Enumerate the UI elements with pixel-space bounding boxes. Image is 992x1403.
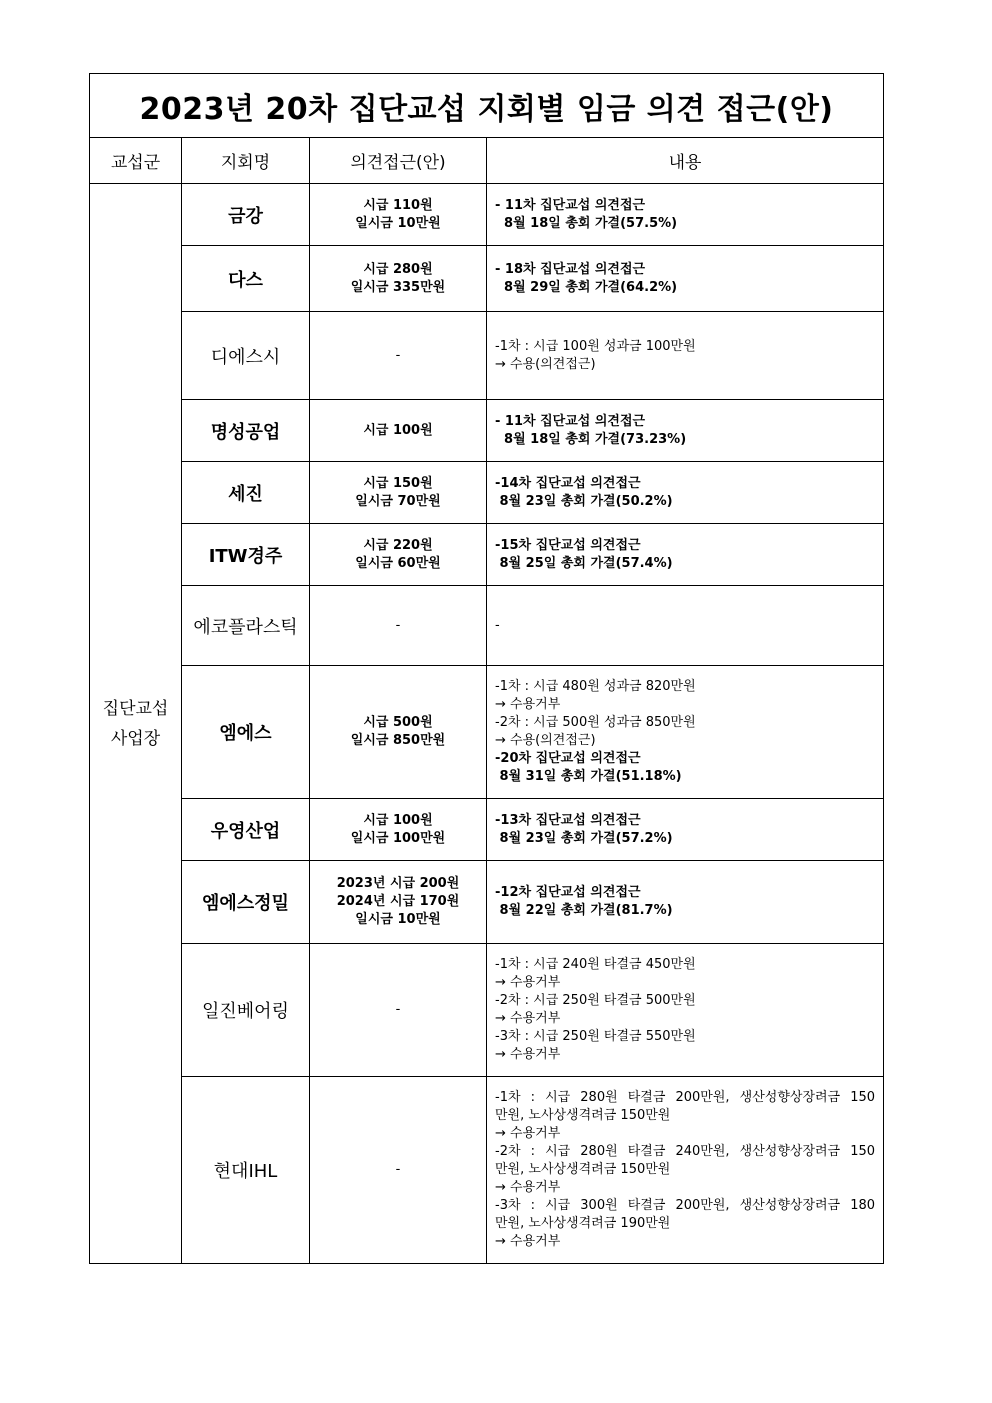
content-line: → 수용(의견접근) (495, 356, 596, 372)
opinion-line: 시급 150원 (363, 475, 433, 491)
content-line: -1차 : 시급 280원 타결금 200만원, 생산성향상장려금 150 (495, 1090, 876, 1105)
branch-name: 에코플라스틱 (182, 586, 310, 666)
group-cell (90, 184, 182, 1264)
opinion-line: 일시금 60만원 (355, 555, 441, 571)
opinion-line: 2023년 시급 200원 (336, 876, 460, 891)
opinion-cell (310, 524, 487, 586)
opinion-cell (310, 246, 487, 312)
content-line: → 수용거부 (495, 975, 561, 990)
content-line: -15차 집단교섭 의견접근 (495, 537, 641, 553)
table-row (90, 400, 884, 462)
branch-name: 우영산업 (182, 799, 310, 861)
branch-name: 일진베어링 (182, 944, 310, 1077)
content-line: -2차 : 시급 280원 타결금 240만원, 생산성향상장려금 150 (495, 1144, 876, 1159)
branch-name: 엠에스정밀 (182, 861, 310, 944)
content-line: 8월 18일 총회 가결(57.5%) (495, 215, 678, 231)
content-line: 만원, 노사상생격려금 150만원 (495, 1162, 671, 1177)
opinion-cell (310, 184, 487, 246)
content-cell (487, 400, 884, 462)
table-row (90, 666, 884, 799)
content-line: - 18차 집단교섭 의견접근 (495, 261, 646, 277)
content-cell (487, 799, 884, 861)
table-header-row (90, 138, 884, 184)
branch-name: 엠에스 (182, 666, 310, 799)
content-line: -2차 : 시급 500원 성과금 850만원 (495, 715, 696, 730)
table-row (90, 184, 884, 246)
content-cell (487, 861, 884, 944)
opinion-line: 일시금 100만원 (350, 830, 446, 846)
opinion-line: - (395, 347, 401, 363)
wage-opinion-table (89, 73, 884, 1264)
opinion-line: 일시금 10만원 (355, 912, 441, 927)
content-line: -1차 : 시급 480원 성과금 820만원 (495, 679, 696, 694)
opinion-line: 일시금 10만원 (355, 215, 441, 231)
opinion-line: 시급 100원 (363, 422, 433, 438)
header-content: 내용 (487, 138, 884, 184)
content-line: 8월 23일 총회 가결(57.2%) (495, 830, 673, 846)
group-label-line: 사업장 (110, 728, 161, 749)
content-line: - (495, 617, 500, 633)
header-group: 교섭군 (90, 138, 182, 184)
content-line: -20차 집단교섭 의견접근 (495, 751, 641, 766)
branch-name: ITW경주 (182, 524, 310, 586)
content-line: → 수용거부 (495, 1180, 561, 1195)
opinion-cell (310, 1077, 487, 1264)
content-line: - 11차 집단교섭 의견접근 (495, 197, 646, 213)
header-opinion: 의견접근(안) (310, 138, 487, 184)
opinion-line: 일시금 335만원 (350, 279, 446, 295)
content-line: → 수용거부 (495, 1011, 561, 1026)
content-line: -1차 : 시급 100원 성과금 100만원 (495, 338, 696, 354)
content-cell (487, 462, 884, 524)
table-row (90, 462, 884, 524)
branch-name: 금강 (182, 184, 310, 246)
table-row (90, 312, 884, 400)
content-line: -1차 : 시급 240원 타결금 450만원 (495, 957, 696, 972)
content-line: 만원, 노사상생격려금 150만원 (495, 1108, 671, 1123)
opinion-line: 2024년 시급 170원 (336, 894, 460, 909)
content-cell (487, 246, 884, 312)
opinion-line: 시급 500원 (363, 715, 433, 730)
content-line: → 수용거부 (495, 1047, 561, 1062)
table-row (90, 861, 884, 944)
opinion-cell (310, 799, 487, 861)
opinion-line: 시급 110원 (363, 197, 433, 213)
content-line: -12차 집단교섭 의견접근 (495, 885, 641, 900)
table-row (90, 586, 884, 666)
table-row (90, 944, 884, 1077)
content-line: -13차 집단교섭 의견접근 (495, 812, 641, 828)
content-line: -3차 : 시급 250원 타결금 550만원 (495, 1029, 696, 1044)
content-line: 8월 25일 총회 가결(57.4%) (495, 555, 673, 571)
content-line: 8월 22일 총회 가결(81.7%) (495, 903, 673, 918)
branch-name: 명성공업 (182, 400, 310, 462)
content-cell (487, 524, 884, 586)
opinion-cell (310, 462, 487, 524)
table-row (90, 1077, 884, 1264)
table-row (90, 246, 884, 312)
opinion-cell (310, 666, 487, 799)
content-line: → 수용거부 (495, 1234, 561, 1249)
content-line: 8월 23일 총회 가결(50.2%) (495, 493, 673, 509)
branch-name: 세진 (182, 462, 310, 524)
opinion-cell (310, 312, 487, 400)
content-line: - 11차 집단교섭 의견접근 (495, 413, 646, 429)
opinion-cell (310, 400, 487, 462)
content-cell (487, 666, 884, 799)
opinion-line: 시급 220원 (363, 537, 433, 553)
opinion-cell (310, 586, 487, 666)
content-line: 8월 18일 총회 가결(73.23%) (495, 431, 687, 447)
opinion-cell (310, 944, 487, 1077)
branch-name: 현대IHL (182, 1077, 310, 1264)
opinion-line: - (395, 1162, 401, 1177)
opinion-line: 시급 100원 (363, 812, 433, 828)
branch-name: 다스 (182, 246, 310, 312)
content-cell (487, 944, 884, 1077)
opinion-line: 시급 280원 (363, 261, 433, 277)
group-label-line: 집단교섭 (102, 698, 169, 719)
content-line: -3차 : 시급 300원 타결금 200만원, 생산성향상장려금 180 (495, 1198, 876, 1213)
opinion-line: 일시금 70만원 (355, 493, 441, 509)
opinion-line: - (395, 1002, 401, 1017)
content-line: -14차 집단교섭 의견접근 (495, 475, 641, 491)
table-row (90, 524, 884, 586)
content-line: → 수용거부 (495, 1126, 561, 1141)
content-line: -2차 : 시급 250원 타결금 500만원 (495, 993, 696, 1008)
content-line: 8월 31일 총회 가결(51.18%) (495, 769, 682, 784)
content-line: 8월 29일 총회 가결(64.2%) (495, 279, 678, 295)
content-line: 만원, 노사상생격려금 190만원 (495, 1216, 671, 1231)
branch-name: 디에스시 (182, 312, 310, 400)
table-row (90, 799, 884, 861)
header-branch: 지회명 (182, 138, 310, 184)
document-title: 2023년 20차 집단교섭 지회별 임금 의견 접근(안) (90, 74, 884, 138)
content-line: → 수용거부 (495, 697, 561, 712)
opinion-cell (310, 861, 487, 944)
opinion-line: 일시금 850만원 (350, 733, 446, 748)
content-cell (487, 312, 884, 400)
opinion-line: - (395, 617, 401, 633)
content-cell (487, 586, 884, 666)
content-cell (487, 184, 884, 246)
content-cell (487, 1077, 884, 1264)
content-line: → 수용(의견접근) (495, 733, 596, 748)
